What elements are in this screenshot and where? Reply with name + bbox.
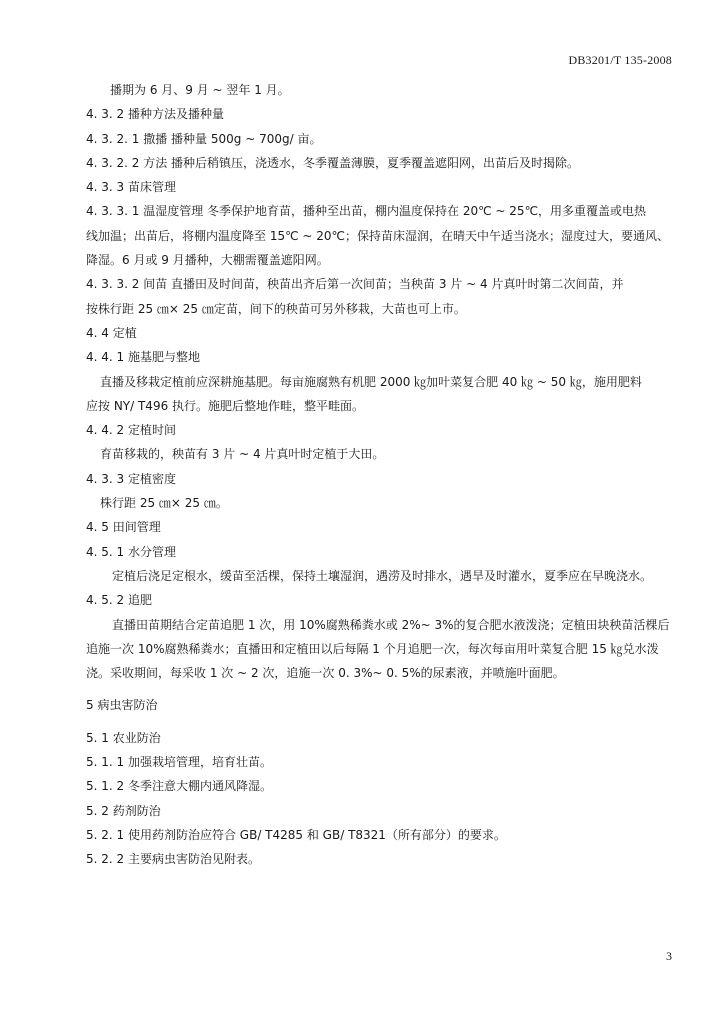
text-line: 降湿。6 月或 9 月播种，大棚需覆盖遮阳网。 (86, 253, 329, 268)
chapter-heading: 5 病虫害防治 (86, 698, 158, 713)
section-heading: 4. 5. 1 水分管理 (86, 544, 176, 559)
section-heading: 4. 3. 3 苗床管理 (86, 180, 176, 195)
text-line: 5. 1. 2 冬季注意大棚内通风降湿。 (86, 779, 272, 794)
text-line: 直播田苗期结合定苗追肥 1 次，用 10%腐熟稀粪水或 2%~ 3%的复合肥水液泼浇；定植田块秧苗活棵后 (112, 617, 670, 632)
section-heading: 4. 4. 1 施基肥与整地 (86, 350, 200, 365)
text-line: 4. 3. 2. 2 方法 播种后稍镇压，浇透水，冬季覆盖薄膜，夏季覆盖遮阳网，出苗后及时揭除。 (86, 155, 580, 170)
text-line: 应按 NY/ T496 执行。施肥后整地作畦，整平畦面。 (86, 398, 365, 413)
text-line: 4. 3. 2. 1 撒播 播种量 500g ~ 700g/ 亩。 (86, 131, 322, 146)
text-line: 追施一次 10%腐熟稀粪水；直播田和定植田以后每隔 1 个月追肥一次，每次每亩用叶菜复合肥 15 ㎏兑水泼 (86, 641, 659, 656)
text-line: 按株行距 25 ㎝× 25 ㎝定苗，间下的秧苗可另外移栽，大苗也可上市。 (86, 301, 466, 316)
document-body (86, 78, 676, 872)
text-line: 播期为 6 月、9 月 ~ 翌年 1 月。 (110, 83, 290, 97)
section-heading: 4. 5. 2 追肥 (86, 593, 152, 608)
section-heading: 4. 4 定植 (86, 325, 137, 340)
section-heading: 4. 4. 2 定植时间 (86, 423, 176, 438)
section-heading: 4. 3. 3 定植密度 (86, 471, 176, 486)
text-line: 线加温；出苗后，将棚内温度降至 15℃ ~ 20℃；保持苗床湿润，在晴天中午适当浇水；湿度过大，要通风、 (86, 228, 669, 243)
text-line: 5. 2. 2 主要病虫害防治见附表。 (86, 852, 260, 867)
text-line: 浇。采收期间，每采收 1 次 ~ 2 次，追施一次 0. 3%~ 0. 5%的尿素液，并喷施叶面肥。 (86, 666, 565, 681)
text-line: 直播及移栽定植前应深耕施基肥。每亩施腐熟有机肥 2000 ㎏加叶菜复合肥 40 ㎏ ~ 50 ㎏，施用肥料 (100, 374, 642, 389)
text-line: 5. 2. 1 使用药剂防治应符合 GB/ T4285 和 GB/ T8321（所有部分）的要求。 (86, 827, 506, 842)
section-heading: 4. 3. 2 播种方法及播种量 (86, 107, 224, 122)
section-heading: 5. 2 药剂防治 (86, 803, 161, 818)
document-id: DB3201/T 135-2008 (568, 53, 672, 67)
section-heading: 5. 1 农业防治 (86, 730, 161, 745)
text-line: 株行距 25 ㎝× 25 ㎝。 (100, 496, 228, 511)
text-line: 定植后浇足定根水，缓苗至活棵，保持土壤湿润，遇涝及时排水，遇旱及时灌水，夏季应在早晚浇水。 (112, 568, 653, 583)
text-line: 5. 1. 1 加强栽培管理，培育壮苗。 (86, 755, 272, 770)
page-number: 3 (666, 949, 672, 963)
section-heading: 4. 5 田间管理 (86, 520, 161, 535)
text-line: 育苗移栽的，秧苗有 3 片 ~ 4 片真叶时定植于大田。 (100, 447, 385, 462)
text-line: 4. 3. 3. 2 间苗 直播田及时间苗，秧苗出齐后第一次间苗；当秧苗 3 片 ~ 4 片真叶时第二次间苗，并 (86, 277, 624, 292)
text-line: 4. 3. 3. 1 温湿度管理 冬季保护地育苗，播种至出苗，棚内温度保持在 20℃ ~ 25℃，用多重覆盖或电热 (86, 204, 647, 219)
